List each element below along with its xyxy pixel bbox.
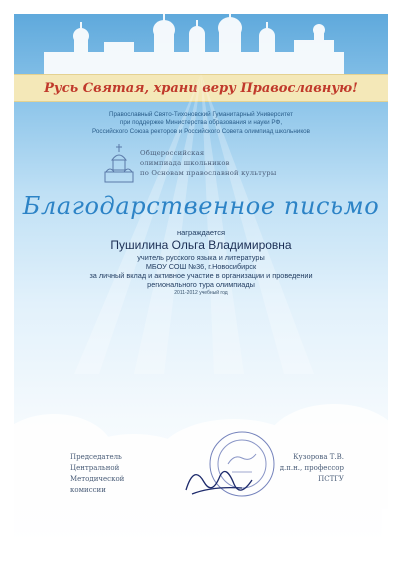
reason-line-1: за личный вклад и активное участие в организации и проведении — [89, 271, 313, 280]
left-signature-line-2: Методической комиссии — [70, 475, 125, 494]
organization-line-1: Православный Свято-Тихоновский Гуманитарный Университет — [108, 111, 294, 118]
organization-line-3: Российского Союза ректоров и Российского Совета олимпиад школьников — [92, 127, 310, 135]
church-logo-icon — [102, 142, 136, 186]
academic-year: 2011-2012 учебный год — [174, 290, 228, 296]
olympiad-line-3: по Основам православной культуры — [140, 169, 277, 177]
organization-block — [34, 111, 368, 136]
left-signature-line-1: Председатель Центральной — [70, 453, 122, 472]
olympiad-block — [102, 142, 352, 192]
certificate-sheet — [14, 14, 388, 541]
motto-text: Русь Святая, храни веру Православную! — [44, 80, 358, 96]
organization-line-2: при поддержке Министерства образования и науки РФ, — [119, 119, 283, 127]
awarded-label: награждается — [176, 228, 226, 237]
right-signature-block — [254, 452, 344, 485]
olympiad-line-1: Общероссийская — [140, 149, 205, 157]
left-signature-block — [70, 452, 160, 496]
olympiad-line-2: олимпиада школьников — [140, 159, 230, 167]
recipient-school: МБОУ СОШ №36, г.Новосибирск — [145, 262, 257, 271]
right-signature-line-1: Кузорова Т.В. — [293, 453, 344, 461]
recipient-position: учитель русского языка и литературы — [137, 253, 265, 262]
certificate-body — [34, 228, 368, 297]
right-signature-line-2: д.п.н., профессор ПСТГУ — [279, 464, 344, 483]
certificate-title: Благодарственное письмо — [22, 192, 380, 220]
reason-line-2: регионального тура олимпиады — [147, 280, 255, 289]
recipient-name: Пушилина Ольга Владимировна — [110, 238, 292, 252]
olympiad-text — [140, 148, 360, 178]
